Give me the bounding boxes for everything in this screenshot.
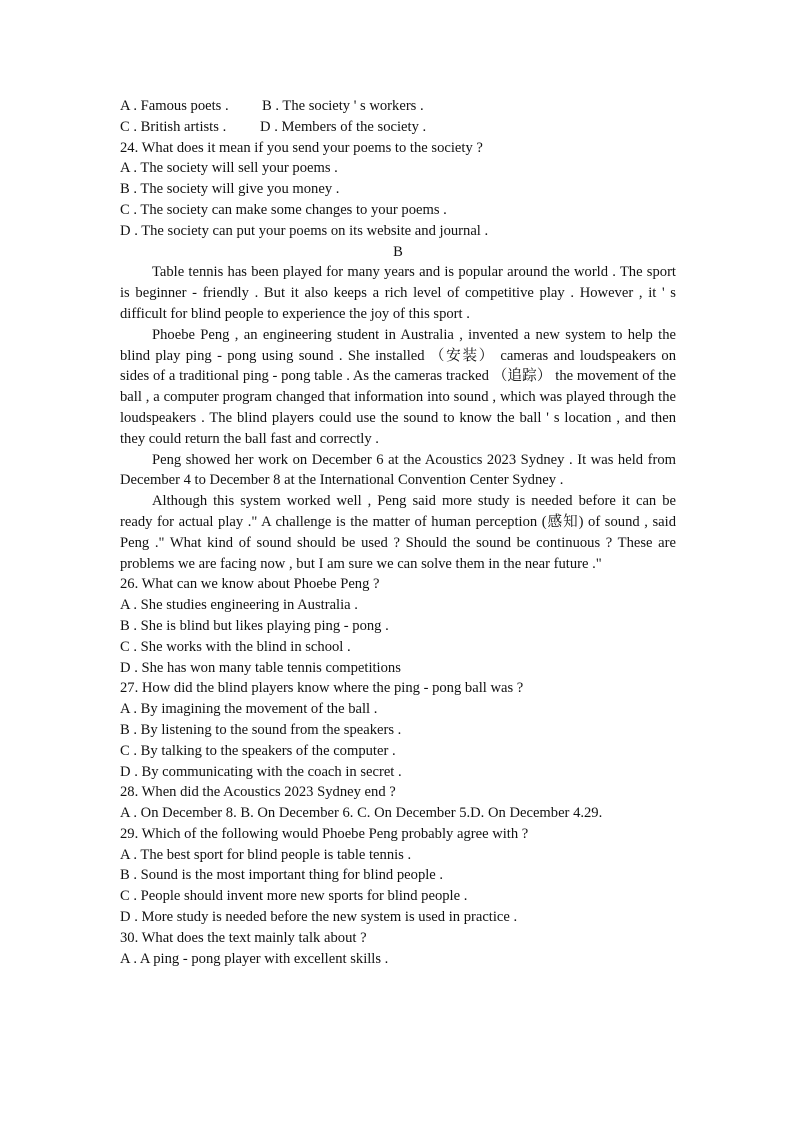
q23-option-c: C . British artists . xyxy=(120,118,227,135)
q24-option-a: A . The society will sell your poems . xyxy=(120,160,338,177)
q24-option-d: D . The society can put your poems on its website and journal . xyxy=(120,222,489,239)
q30-option-a: A . A ping - pong player with excellent skills . xyxy=(120,950,389,967)
q23-option-d: D . Members of the society . xyxy=(260,118,427,135)
q24-option-b: B . The society will give you money . xyxy=(120,181,340,198)
exam-page xyxy=(120,96,676,969)
q29-option-b: B . Sound is the most important thing for blind people . xyxy=(120,867,444,884)
passage-paragraph-4: Although this system worked well , Peng said more study is needed before it can be ready for actual play ." A challenge is the matter of human perception (感知) of sound , said Peng ." What kind of sound should be used ? Should the sound be continuous ? These are problems we are facing now , but I am sure we can solve them in the near future ." xyxy=(120,493,676,572)
q30-question: 30. What does the text mainly talk about ? xyxy=(120,929,367,946)
q27-question: 27. How did the blind players know where the ping - pong ball was ? xyxy=(120,680,524,697)
q29-option-c: C . People should invent more new sports for blind people . xyxy=(120,888,468,905)
q27-option-d: D . By communicating with the coach in secret . xyxy=(120,763,402,780)
q23-option-b: B . The society ' s workers . xyxy=(262,98,424,114)
q27-option-a: A . By imagining the movement of the ball . xyxy=(120,701,378,718)
q28-question: 28. When did the Acoustics 2023 Sydney end ? xyxy=(120,784,396,801)
q26-option-c: C . She works with the blind in school . xyxy=(120,638,351,655)
q27-option-c: C . By talking to the speakers of the computer . xyxy=(120,742,396,759)
q26-option-d: D . She has won many table tennis competitions xyxy=(120,659,401,676)
q29-option-d: D . More study is needed before the new system is used in practice . xyxy=(120,909,518,926)
section-b-title: B xyxy=(393,243,403,260)
passage-paragraph-2: Phoebe Peng , an engineering student in Australia , invented a new system to help the blind play ping - pong using sound . She installed （安装） cameras and loudspeakers on sides of a traditional ping - pong table . As the cameras tracked （追踪） the movement of the ball , a computer program changed that information into sound , which was played through the loudspeakers . The blind players could use the sound to know the ball ' s location , and then they could return the ball fast and correctly . xyxy=(120,326,676,447)
q26-option-b: B . She is blind but likes playing ping - pong . xyxy=(120,617,389,634)
passage-paragraph-3: Peng showed her work on December 6 at the Acoustics 2023 Sydney . It was held from December 4 to December 8 at the International Convention Center Sydney . xyxy=(120,451,676,489)
q23-option-a: A . Famous poets . xyxy=(120,98,229,114)
q26-option-a: A . She studies engineering in Australia . xyxy=(120,597,358,614)
q23-options-row-2 xyxy=(120,117,676,138)
q29-option-a: A . The best sport for blind people is table tennis . xyxy=(120,846,412,863)
q24-option-c: C . The society can make some changes to your poems . xyxy=(120,201,447,218)
q29-question: 29. Which of the following would Phoebe Peng probably agree with ? xyxy=(120,825,529,842)
q23-options-row-1 xyxy=(120,96,676,117)
q27-option-b: B . By listening to the sound from the speakers . xyxy=(120,721,402,738)
passage-paragraph-1: Table tennis has been played for many years and is popular around the world . The sport is beginner - friendly . But it also keeps a rich level of competitive play . However , it ' s difficult for blind people to experience the joy of this sport . xyxy=(120,264,676,322)
q26-question: 26. What can we know about Phoebe Peng ? xyxy=(120,576,380,593)
q28-options: A . On December 8. B. On December 6. C. On December 5.D. On December 4.29. xyxy=(120,805,603,822)
q24-question: 24. What does it mean if you send your poems to the society ? xyxy=(120,139,483,156)
